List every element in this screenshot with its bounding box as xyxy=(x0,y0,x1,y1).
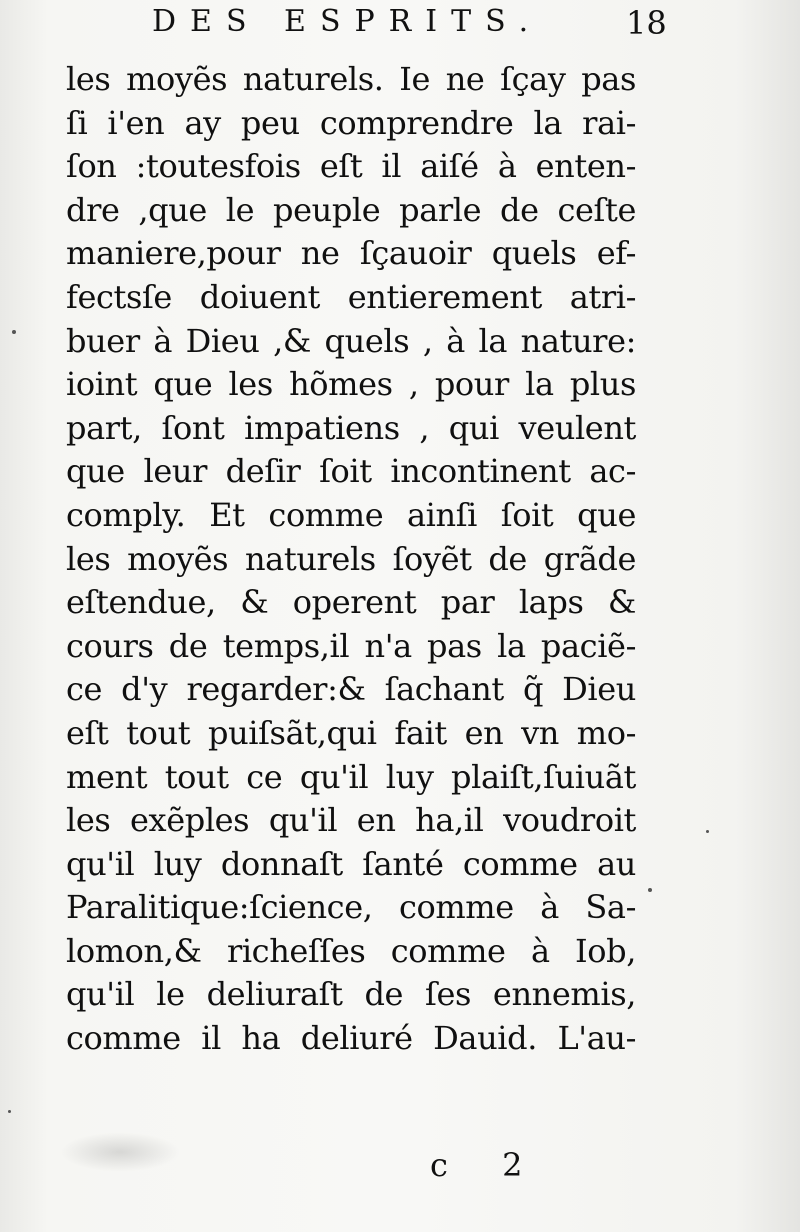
page-number: 18 xyxy=(626,4,667,42)
paper-speck xyxy=(8,1110,11,1113)
text-line: les exẽples qu'il en ha,il voudroit xyxy=(66,801,636,840)
text-line: comme il ha deliuré Dauid. L'au- xyxy=(66,1019,636,1058)
text-line: buer à Dieu ,& quels , à la nature: xyxy=(66,321,636,360)
text-line: maniere,pour ne ſçauoir quels ef- xyxy=(66,234,636,273)
body-text xyxy=(66,58,636,1061)
paper-speck xyxy=(706,830,709,833)
text-line: comply. Et comme ainſi ſoit que xyxy=(66,495,636,534)
text-line: eſtendue, & operent par laps & xyxy=(66,583,636,622)
paper-speck xyxy=(648,888,652,892)
page-header xyxy=(0,4,800,48)
running-head: DES ESPRITS. xyxy=(152,4,543,39)
text-line: eſt tout puiſsãt,qui fait en vn mo- xyxy=(66,713,636,752)
text-line: ment tout ce qu'il luy plaiſt,ſuiuãt xyxy=(66,757,636,796)
show-through-ink xyxy=(60,1132,180,1172)
text-line: qu'il le deliuraſt de ſes ennemis, xyxy=(66,975,636,1014)
text-line: ſon :toutesfois eſt il aiſé à enten- xyxy=(66,147,636,186)
signature-mark: c 2 xyxy=(430,1146,545,1184)
text-line: part, ſont impatiens , qui veulent xyxy=(66,408,636,447)
text-line: ſi i'en ay peu comprendre la rai- xyxy=(66,103,636,142)
text-line: que leur deſir ſoit incontinent ac- xyxy=(66,452,636,491)
text-line: les moyẽs naturels ſoyẽt de grãde xyxy=(66,539,636,578)
text-line: ce d'y regarder:& ſachant q̃ Dieu xyxy=(66,670,636,709)
text-line: Paralitique:ſcience, comme à Sa- xyxy=(66,888,636,927)
text-line: qu'il luy donnaſt ſanté comme au xyxy=(66,844,636,883)
text-line: lomon,& richeſſes comme à Iob, xyxy=(66,931,636,970)
text-line: dre ,que le peuple parle de ceſte xyxy=(66,190,636,229)
text-line: cours de temps,il n'a pas la paciẽ- xyxy=(66,626,636,665)
text-line: ioint que les hõmes , pour la plus xyxy=(66,365,636,404)
paper-speck xyxy=(12,330,16,334)
text-line: fectsſe doiuent entierement atri- xyxy=(66,277,636,316)
text-line: les moyẽs naturels. Ie ne ſçay pas xyxy=(66,60,636,98)
